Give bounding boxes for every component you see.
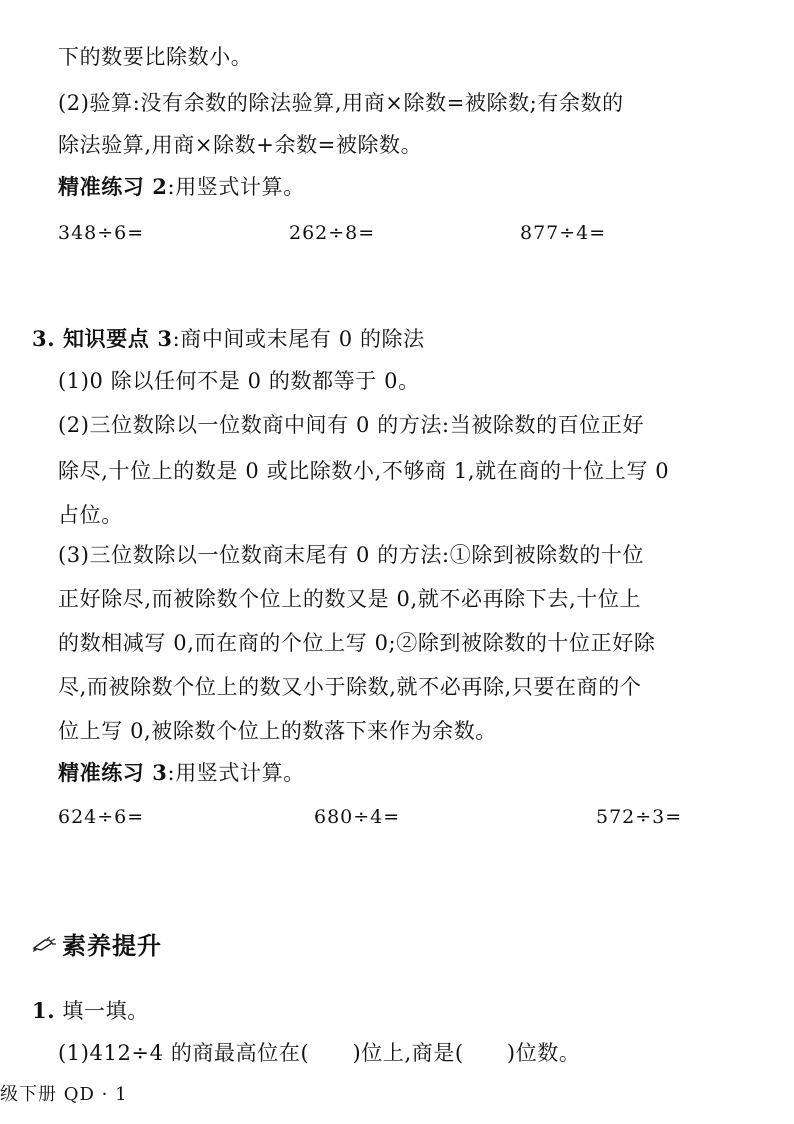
q1-heading xyxy=(32,996,149,1026)
point3-line-8: 尽,而被除数个位上的数又小于除数,就不必再除,只要在商的个 xyxy=(58,675,642,699)
practice3-label: 精准练习 3 xyxy=(58,760,168,785)
line-1: 下的数要比除数小。 xyxy=(58,45,253,69)
practice2-calc-2: 262÷8= xyxy=(289,222,376,244)
q1-label: 1. xyxy=(32,998,56,1023)
section-heading xyxy=(32,926,162,961)
line-2: (2)验算:没有余数的除法验算,用商×除数=被除数;有余数的 xyxy=(58,91,624,115)
section-title: 素养提升 xyxy=(62,931,162,960)
practice3-calc-2: 680÷4= xyxy=(314,806,401,828)
practice3-text: :用竖式计算。 xyxy=(167,761,305,785)
practice2-calc-3: 877÷4= xyxy=(520,222,607,244)
point3-line-1: (1)0 除以任何不是 0 的数都等于 0。 xyxy=(58,369,420,393)
point3-text: :商中间或末尾有 0 的除法 xyxy=(172,327,425,351)
line-3: 除法验算,用商×除数+余数=被除数。 xyxy=(58,133,423,157)
point3-line-4: 占位。 xyxy=(58,503,123,527)
practice3-heading xyxy=(58,758,305,788)
practice2-text: :用竖式计算。 xyxy=(167,175,305,199)
practice3-calc-1: 624÷6= xyxy=(58,806,145,828)
point3-line-2: (2)三位数除以一位数商中间有 0 的方法:当被除数的百位正好 xyxy=(58,413,645,437)
pen-icon xyxy=(32,935,58,953)
q1-sub1: (1)412÷4 的商最高位在( )位上,商是( )位数。 xyxy=(58,1041,581,1065)
point3-line-3: 除尽,十位上的数是 0 或比除数小,不够商 1,就在商的十位上写 0 xyxy=(58,459,670,483)
practice2-heading xyxy=(58,172,305,202)
practice2-calc-1: 348÷6= xyxy=(58,222,145,244)
point3-line-6: 正好除尽,而被除数个位上的数又是 0,就不必再除下去,十位上 xyxy=(58,587,642,611)
point3-line-7: 的数相减写 0,而在商的个位上写 0;②除到被除数的十位正好除 xyxy=(58,631,656,655)
point3-label: 3. 知识要点 3 xyxy=(32,326,173,351)
q1-text: 填一填。 xyxy=(62,999,149,1023)
practice3-calc-3: 572÷3= xyxy=(596,806,683,828)
point3-line-5: (3)三位数除以一位数商末尾有 0 的方法:①除到被除数的十位 xyxy=(58,543,645,567)
point3-line-9: 位上写 0,被除数个位上的数落下来作为余数。 xyxy=(58,719,497,743)
practice2-label: 精准练习 2 xyxy=(58,174,168,199)
point3-heading xyxy=(32,324,425,354)
page-footer: 级下册 QD · 1 xyxy=(0,1084,128,1105)
